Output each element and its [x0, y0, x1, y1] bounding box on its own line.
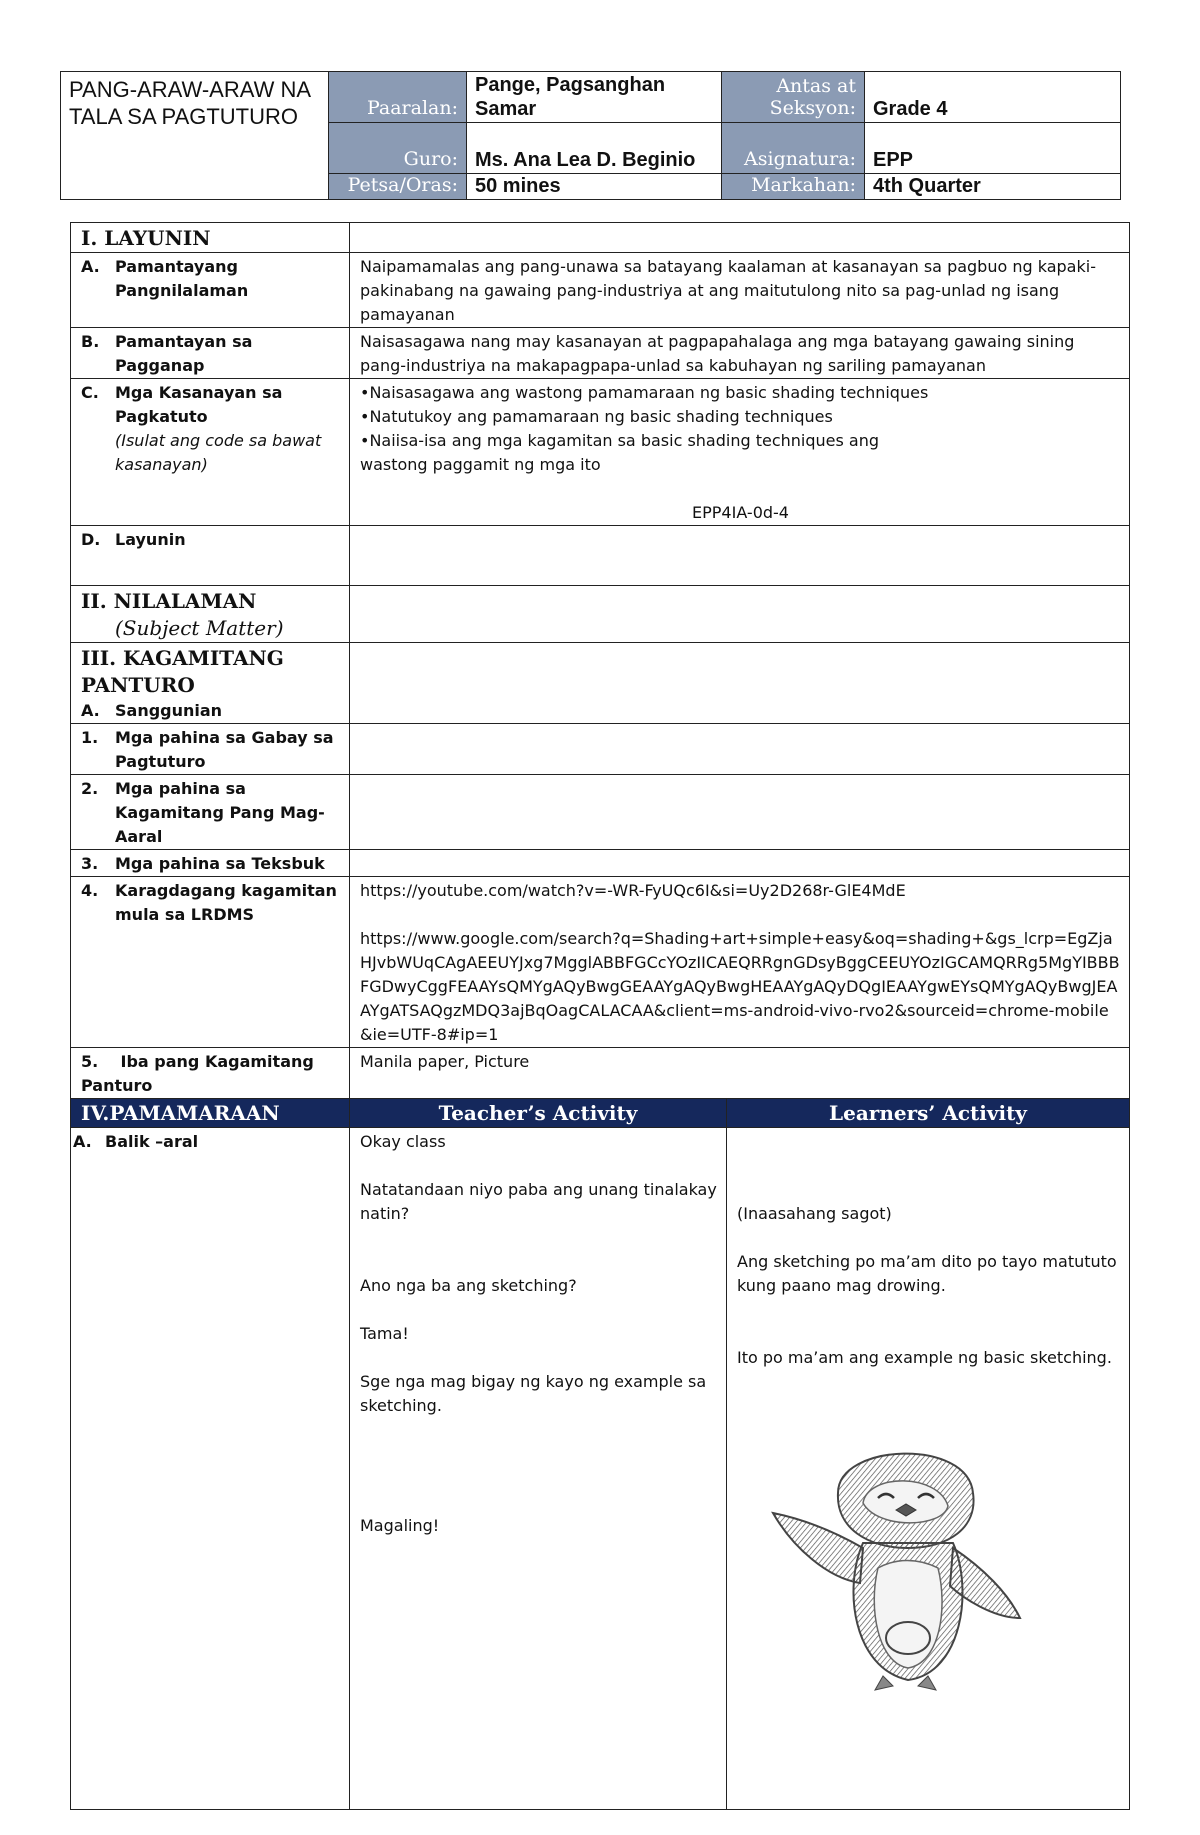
iba-pang-kagamitan-label: Iba pang Kagamitang Panturo [81, 1052, 314, 1095]
item-key: A. [81, 257, 100, 276]
competency-code: EPP4IA-0d-4 [692, 503, 789, 522]
layunin-content-cell [350, 223, 1130, 253]
lesson-header-table [60, 71, 1121, 200]
item-key: 4. [81, 881, 99, 900]
antas-label-line1: Antas at [776, 75, 856, 97]
petsa-value: 50 mines [467, 174, 722, 200]
gabay-cell [71, 724, 350, 775]
item-key: 3. [81, 854, 99, 873]
kagamitan-content [350, 643, 1130, 724]
kasanayan-content [350, 379, 1130, 526]
penguin-sketch-image [768, 1418, 1058, 1708]
teacher-line: Magaling! [360, 1516, 440, 1535]
iba-pang-kagamitan-cell [71, 1048, 350, 1099]
kasanayan-item: •Natutukoy ang pamamaraan ng basic shading techniques [360, 407, 833, 426]
pamantayang-pangnilalaman-label: Pamantayang Pangnilalaman [115, 257, 249, 300]
pamamaraan-heading: IV.PAMAMARAAN [71, 1099, 350, 1128]
lrdms-cell [71, 877, 350, 1048]
nilalaman-cell [71, 586, 350, 643]
item-key: 1. [81, 728, 99, 747]
kagamitan-heading: III. KAGAMITANG PANTURO [81, 646, 284, 697]
pamantayang-pangnilalaman-cell [71, 253, 350, 328]
learner-activity-header: Learners’ Activity [727, 1099, 1130, 1128]
item-key: 5. [81, 1052, 99, 1071]
google-search-link[interactable]: https://www.google.com/search?q=Shading+art+simple+easy&oq=shading+&gs_lcrp=EgZjaHJvbWUqCAgAEEUYJxg7MgglABBFGCcYOzIICAEQRRgnGDsyBggCEEUYOzIGCAMQRRg5MgYIBBBFGDwyCggFEAAYsQMYgAQyBwgGEAAYgAQyBwgHEAAYgAQyDQgIEAAYgwEYsQMYgAQyBwgJEAAYgATSAQgzMDQ3ajBqOagCALACAA&client=ms-android-vivo-rvo2&sourceid=chrome-mobile&ie=UTF-8#ip=1 [360, 929, 1120, 1044]
asignatura-label: Asignatura: [722, 123, 865, 174]
paaralan-label: Paaralan: [329, 72, 467, 123]
teksbuk-content [350, 850, 1130, 877]
layunin-heading: I. LAYUNIN [81, 226, 211, 250]
antas-label [722, 72, 865, 123]
pamantayan-pagganap-label: Pamantayan sa Pagganap [115, 332, 253, 375]
iba-pang-kagamitan-value: Manila paper, Picture [350, 1048, 1130, 1099]
asignatura-value: EPP [865, 123, 1121, 174]
kagamitang-mag-aaral-label: Mga pahina sa Kagamitang Pang Mag-Aaral [115, 779, 325, 846]
teacher-activity-cell [350, 1128, 727, 1810]
layunin-section-cell [71, 223, 350, 253]
learner-line: (Inaasahang sagot) [737, 1204, 892, 1223]
gabay-content [350, 724, 1130, 775]
layunin-d-label: Layunin [115, 530, 186, 549]
antas-label-line2: Seksyon: [769, 97, 856, 119]
lrdms-content [350, 877, 1130, 1048]
sanggunian-label: Sanggunian [115, 701, 223, 720]
item-key: A. [81, 701, 100, 720]
markahan-value: 4th Quarter [865, 174, 1121, 200]
pamantayan-pagganap-cell [71, 328, 350, 379]
item-key: 2. [81, 779, 99, 798]
markahan-label: Markahan: [722, 174, 865, 200]
pamantayan-pagganap-text: Naisasagawa nang may kasanayan at pagpapahalaga ang mga batayang gawaing sining pang-industriya na makapagpapa-unlad sa kabuhayan ng sariling pamayanan [350, 328, 1130, 379]
nilalaman-heading: II. NILALAMAN [81, 589, 257, 613]
teacher-line: Tama! [360, 1324, 409, 1343]
item-key: B. [81, 332, 100, 351]
kagamitang-mag-aaral-cell [71, 775, 350, 850]
item-key: A. [73, 1132, 92, 1151]
item-key: D. [81, 530, 101, 549]
balik-aral-cell [71, 1128, 350, 1810]
lrdms-label: Karagdagang kagamitan mula sa LRDMS [115, 881, 337, 924]
antas-value: Grade 4 [865, 72, 1121, 123]
teacher-line: Okay class [360, 1132, 446, 1151]
petsa-label: Petsa/Oras: [329, 174, 467, 200]
kagamitan-cell [71, 643, 350, 724]
learner-line: Ito po ma’am ang example ng basic sketching. [737, 1348, 1112, 1367]
document-title: PANG-ARAW-ARAW NA TALA SA PAGTUTURO [61, 72, 329, 200]
guro-value: Ms. Ana Lea D. Beginio [467, 123, 722, 174]
teacher-line: Sge nga mag bigay ng kayo ng example sa sketching. [360, 1372, 707, 1415]
youtube-link[interactable]: https://youtube.com/watch?v=-WR-FyUQc6I&si=Uy2D268r-GlE4MdE [360, 881, 906, 900]
teacher-line: Natatandaan niyo paba ang unang tinalakay natin? [360, 1180, 717, 1223]
teksbuk-cell [71, 850, 350, 877]
kasanayan-note: (Isulat ang code sa bawat kasanayan) [115, 431, 322, 474]
nilalaman-content [350, 586, 1130, 643]
learner-line: Ang sketching po ma’am dito po tayo matututo kung paano mag drowing. [737, 1252, 1117, 1295]
layunin-d-cell [71, 526, 350, 586]
teksbuk-label: Mga pahina sa Teksbuk [115, 854, 325, 873]
kasanayan-item: •Naiisa-isa ang mga kagamitan sa basic shading techniques ang wastong paggamit ng mga ito [360, 431, 880, 474]
pamantayang-pangnilalaman-text: Naipamamalas ang pang-unawa sa batayang kaalaman at kasanayan sa pagbuo ng kapaki-pakinabang na gawaing pang-industriya at ang maitutulong nito sa pag-unlad ng isang pamayanan [350, 253, 1130, 328]
kasanayan-label: Mga Kasanayan sa Pagkatuto [115, 383, 283, 426]
kasanayan-cell [71, 379, 350, 526]
item-key: C. [81, 383, 99, 402]
kagamitang-mag-aaral-content [350, 775, 1130, 850]
nilalaman-subheading: (Subject Matter) [115, 616, 284, 640]
paaralan-value: Pange, Pagsanghan Samar [467, 72, 722, 123]
layunin-d-content [350, 526, 1130, 586]
guro-label: Guro: [329, 123, 467, 174]
balik-aral-label: Balik –aral [105, 1132, 199, 1151]
gabay-label: Mga pahina sa Gabay sa Pagtuturo [115, 728, 334, 771]
teacher-activity-header: Teacher’s Activity [350, 1099, 727, 1128]
kasanayan-item: •Naisasagawa ang wastong pamamaraan ng basic shading techniques [360, 383, 929, 402]
teacher-line: Ano nga ba ang sketching? [360, 1276, 577, 1295]
